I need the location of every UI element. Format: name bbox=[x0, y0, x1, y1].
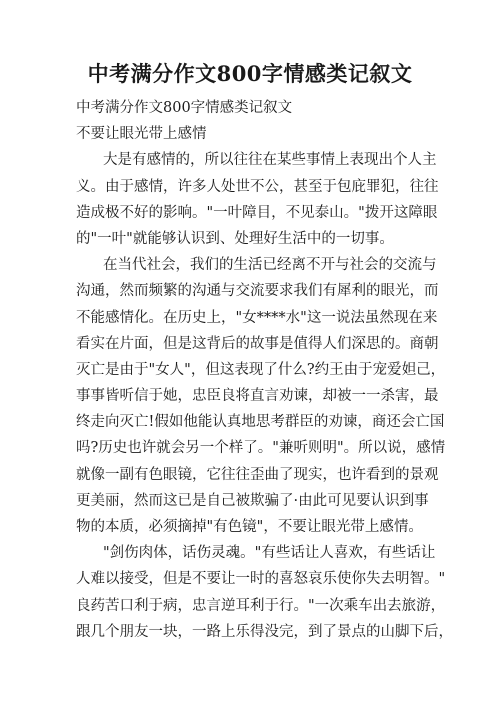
body-text-line: 吗?历史也许就会另一个样了。"兼听则明"。所以说，感情 bbox=[76, 440, 446, 457]
body-text-line: 跟几个朋友一块，一路上乐得没完，到了景点的山脚下后， bbox=[76, 623, 453, 640]
subtitle-line: 中考满分作文800字情感类记叙文 bbox=[76, 100, 293, 116]
body-text-line: 终走向灭亡!假如他能认真地思考群臣的劝谏，商还会亡国 bbox=[76, 414, 445, 431]
body-text-line: 大是有感情的，所以往往在某些事情上表现出个人主 bbox=[103, 152, 437, 169]
essay-heading-line: 不要让眼光带上感情 bbox=[76, 126, 207, 143]
body-text-line: 义。由于感情，许多人处世不公，甚至于包庇罪犯，往往 bbox=[76, 178, 439, 195]
body-text-line: "剑伤肉体，话伤灵魂。"有些话让人喜欢，有些话让 bbox=[103, 545, 436, 562]
body-text-line: 造成极不好的影响。"一叶障目，不见泰山。"拨开这障眼 bbox=[76, 204, 438, 221]
body-text-line: 就像一副有色眼镜，它往往歪曲了现实，也许看到的景观 bbox=[76, 466, 439, 483]
body-text-line: 更美丽，然而这已是自己被欺骗了·由此可见要认识到事 bbox=[76, 492, 429, 509]
body-text-line: 沟通，然而频繁的沟通与交流要求我们有犀利的眼光，而 bbox=[76, 283, 439, 300]
body-text-line: 事事皆听信于她，忠臣良将直言劝谏，却被一一杀害，最 bbox=[76, 388, 439, 405]
document-title: 中考满分作文800字情感类记叙文 bbox=[87, 61, 413, 86]
body-text-line: 灭亡是由于"女人"，但这表现了什么?约王由于宠爱妲己， bbox=[76, 361, 446, 378]
body-text-line: 看实在片面，但是这背后的故事是值得人们深思的。商朝 bbox=[76, 335, 439, 352]
document-body bbox=[76, 95, 453, 645]
body-text-line: 人难以接受，但是不要让一时的喜怒哀乐使你失去明智。" bbox=[76, 571, 446, 588]
body-text-line: 良药苦口利于病，忠言逆耳利于行。"一次乘车出去旅游， bbox=[76, 597, 446, 614]
body-text-line: 在当代社会，我们的生活已经离不开与社会的交流与 bbox=[103, 257, 437, 274]
body-text-line: 物的本质，必须摘掉"有色镜"，不要让眼光带上感情。 bbox=[76, 519, 423, 535]
body-text-line: 的"一叶"就能够认识到、处理好生活中的一切事。 bbox=[76, 230, 394, 247]
body-text-line: 不能感情化。在历史上，"女****水"这一说法虽然现在来 bbox=[76, 309, 438, 326]
